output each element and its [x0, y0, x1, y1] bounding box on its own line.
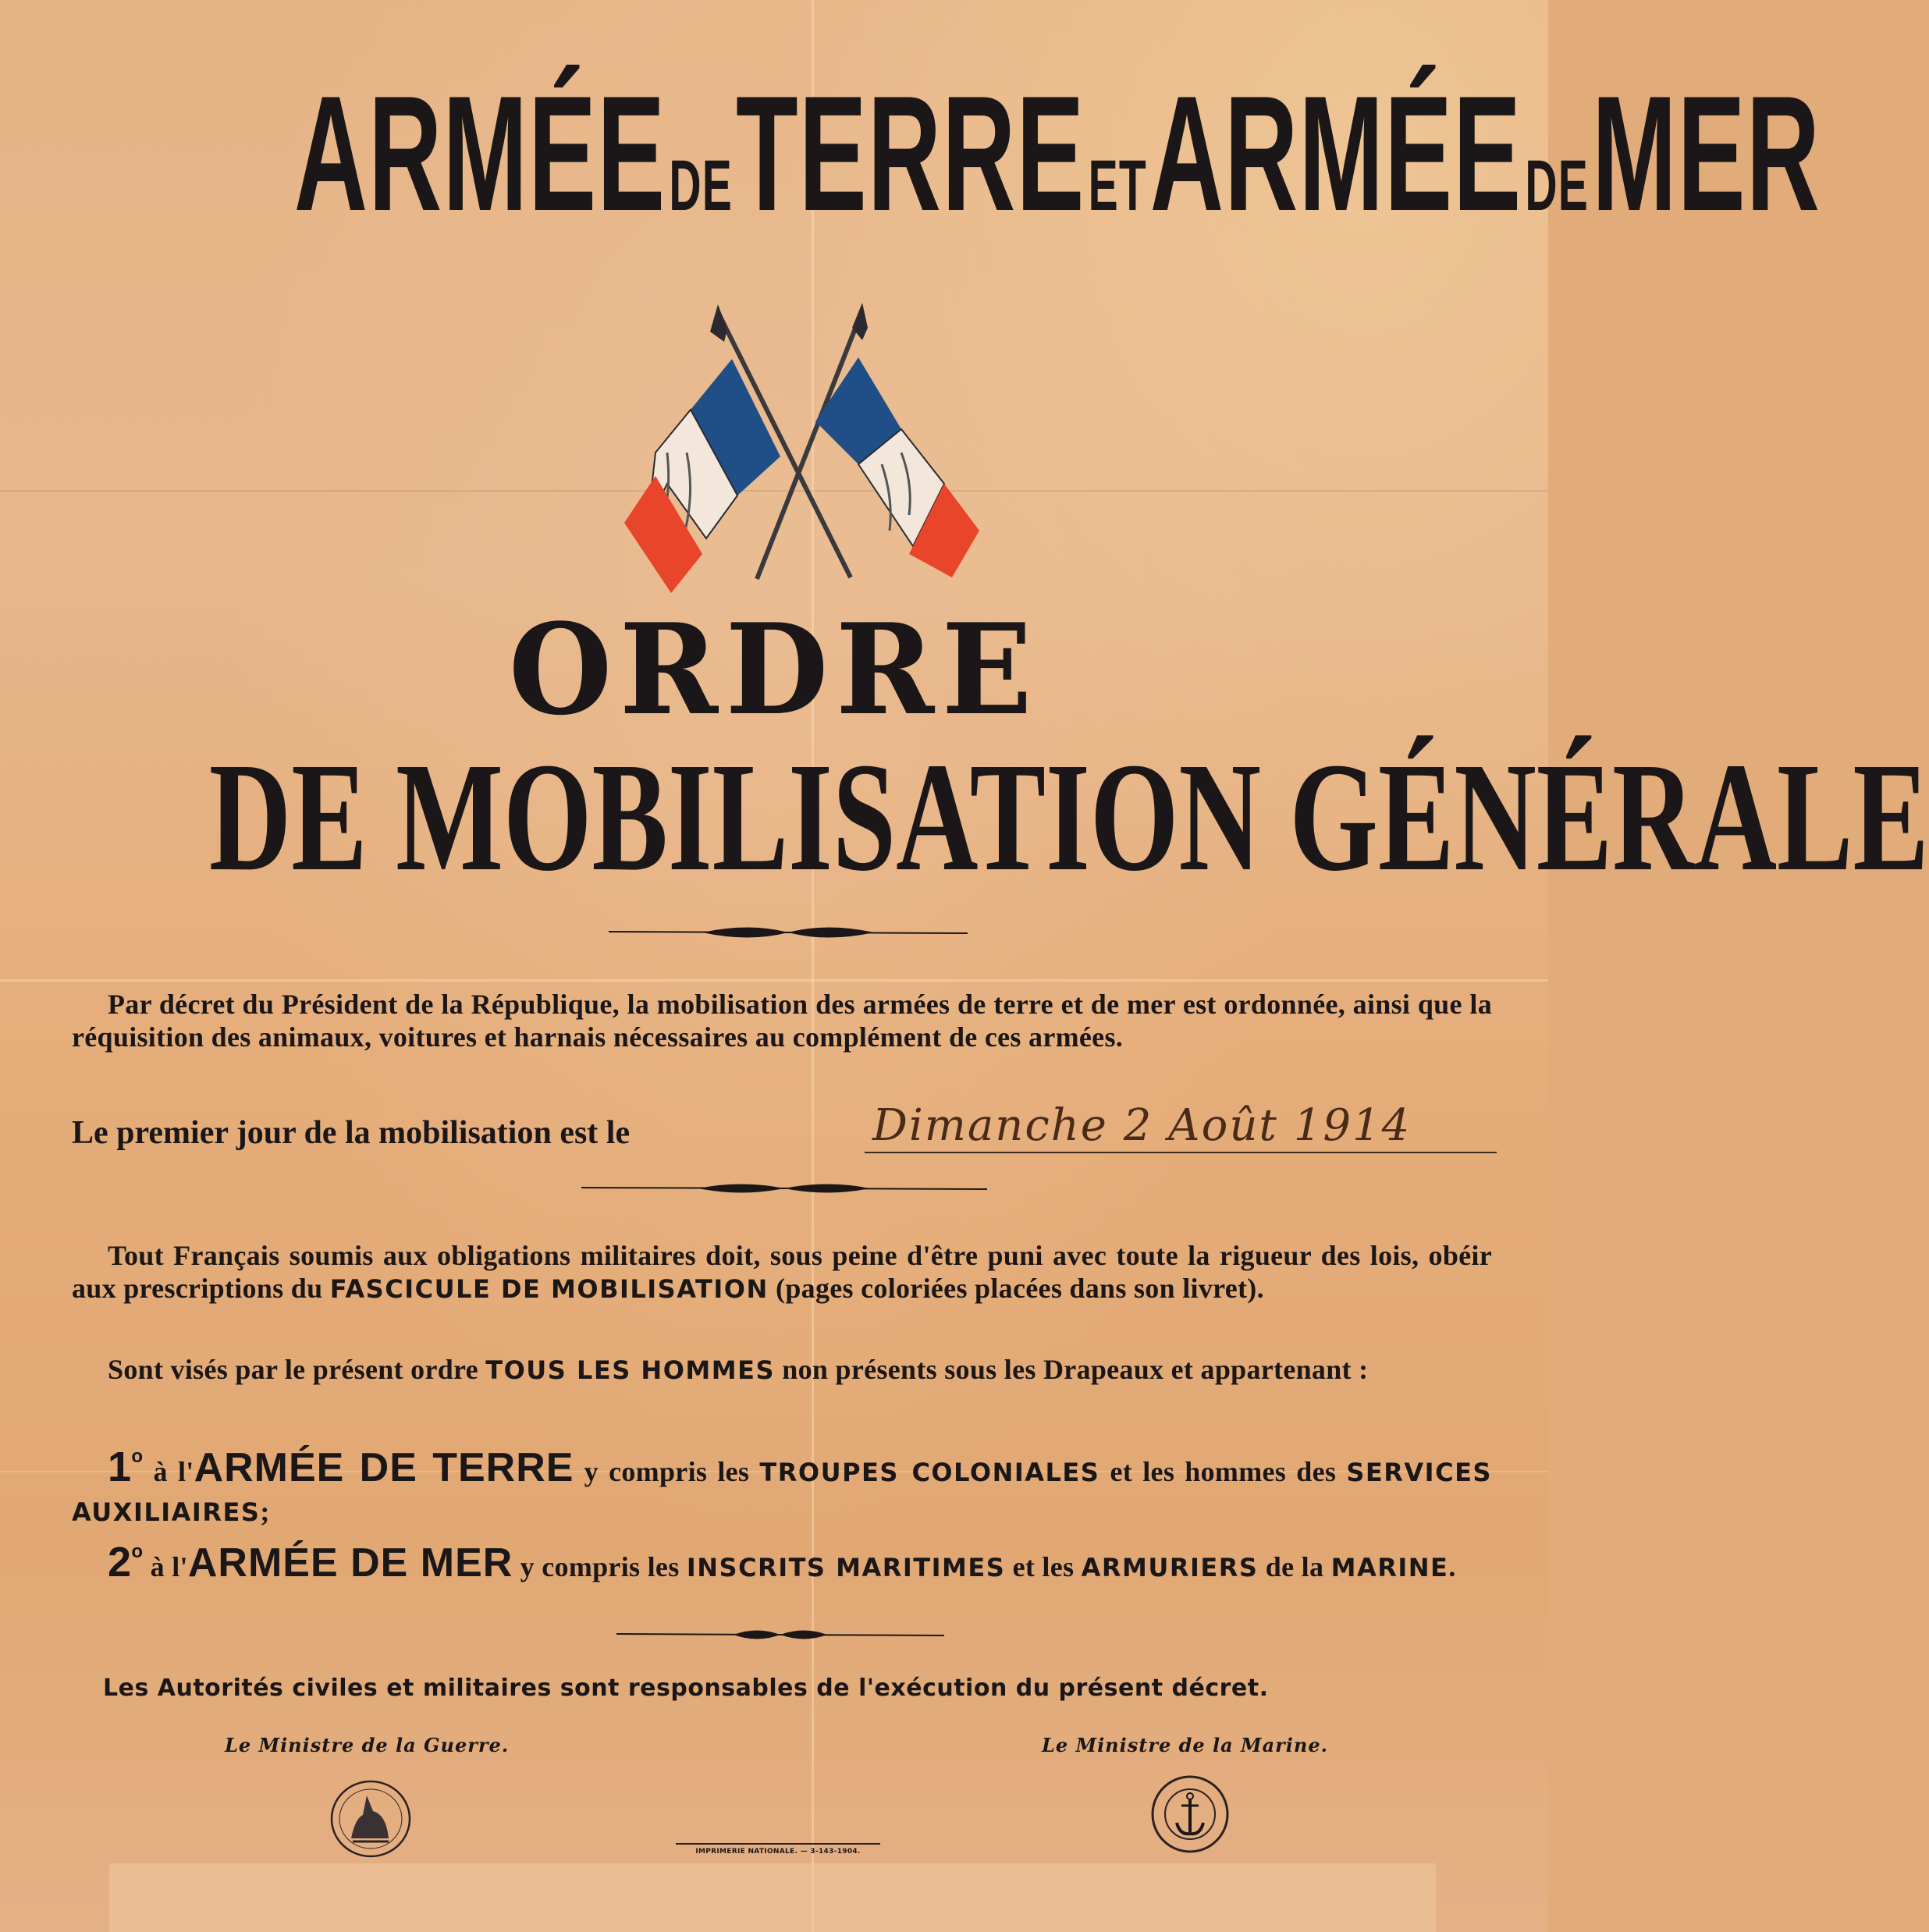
heading-word: ET	[1088, 146, 1147, 226]
item-prefix: à l'	[150, 1551, 188, 1582]
all-men-emphasis: TOUS LES HOMMES	[485, 1355, 775, 1385]
ordinal-2: 2$^o$	[108, 1539, 144, 1586]
item-text: y compris les	[520, 1551, 680, 1582]
item-text: y compris les	[584, 1456, 750, 1487]
group-emphasis: TROUPES COLONIALES	[759, 1458, 1100, 1487]
handwritten-date: Dimanche 2 Août 1914	[872, 1100, 1412, 1151]
imprint-rule	[676, 1843, 880, 1845]
item-army-sea	[72, 1532, 1492, 1587]
navy-ministry-anchor-seal-icon	[1147, 1771, 1233, 1857]
heading-word: TERRE	[736, 62, 1085, 245]
right-flag	[815, 357, 979, 577]
item-text: de la	[1265, 1551, 1324, 1582]
item-text: et les	[1012, 1551, 1075, 1582]
first-day-label: Le premier jour de la mobilisation est le	[72, 1115, 631, 1151]
obligation-text-end: (pages coloriées placées dans son livret).	[776, 1273, 1264, 1304]
fold-line	[0, 979, 1548, 982]
fascicule-emphasis: FASCICULE DE MOBILISATION	[329, 1274, 769, 1304]
heading-word: ARMÉE	[1149, 62, 1522, 245]
ornament-divider	[609, 921, 968, 944]
ornament-divider	[616, 1623, 944, 1646]
heading-word: DE	[669, 146, 734, 226]
ornament-divider	[581, 1177, 987, 1200]
printer-imprint: IMPRIMERIE NATIONALE. — 3-143-1904.	[695, 1848, 861, 1856]
ordinal-1: 1$^o$	[108, 1444, 144, 1490]
closing-statement: Les Autorités civiles et militaires sont responsables de l'exécution du présent décret.	[103, 1675, 1269, 1702]
title-ordre: ORDRE	[508, 596, 1040, 743]
heading-word: ARMÉE	[293, 62, 666, 245]
group-emphasis: SERVICES AUXILIAIRES	[72, 1458, 1492, 1527]
concerned-paragraph	[72, 1353, 1492, 1387]
concerned-text: Sont visés par le présent ordre	[108, 1354, 478, 1385]
group-emphasis: INSCRITS MARITIMES	[686, 1553, 1006, 1582]
group-emphasis: MARINE	[1330, 1553, 1449, 1582]
top-heading	[293, 62, 1821, 245]
group-emphasis: ARMURIERS	[1081, 1553, 1259, 1582]
obligation-paragraph	[72, 1239, 1492, 1305]
heading-word: DE	[1525, 146, 1590, 226]
decree-text: Par décret du Président de la République, la mobilisation des armées de terre et de mer est ordonnée, ainsi que la réquisition des animaux, voitures et harnais nécessaires au complément de ces armées.	[72, 989, 1492, 1053]
item-text: .	[1448, 1551, 1456, 1582]
item-text: ;	[260, 1496, 270, 1527]
obligation-text: Tout Français soumis aux obligations militaires doit, sous peine d'être puni avec toute la rigueur des lois, obéir aux prescriptions du	[72, 1240, 1492, 1304]
decree-paragraph	[72, 988, 1492, 1053]
date-underline	[865, 1152, 1497, 1153]
army-name: ARMÉE DE MER	[187, 1540, 513, 1586]
pole-finial	[710, 304, 727, 342]
war-ministry-seal-icon	[328, 1776, 414, 1862]
heading-word: MER	[1592, 62, 1821, 245]
paper-stain	[109, 1863, 1436, 1932]
item-army-land	[72, 1437, 1492, 1532]
crossed-flags-icon	[593, 297, 999, 593]
concerned-text-end: non présents sous les Drapeaux et appartenant :	[782, 1354, 1369, 1385]
army-name: ARMÉE DE TERRE	[194, 1445, 574, 1490]
signature-war-minister: Le Ministre de la Guerre.	[225, 1734, 510, 1756]
item-prefix: à l'	[153, 1456, 194, 1487]
title-mobilisation: DE MOBILISATION GÉNÉRALE	[208, 731, 1929, 904]
signature-navy-minister: Le Ministre de la Marine.	[1042, 1734, 1328, 1756]
item-text: et les hommes des	[1110, 1456, 1337, 1487]
